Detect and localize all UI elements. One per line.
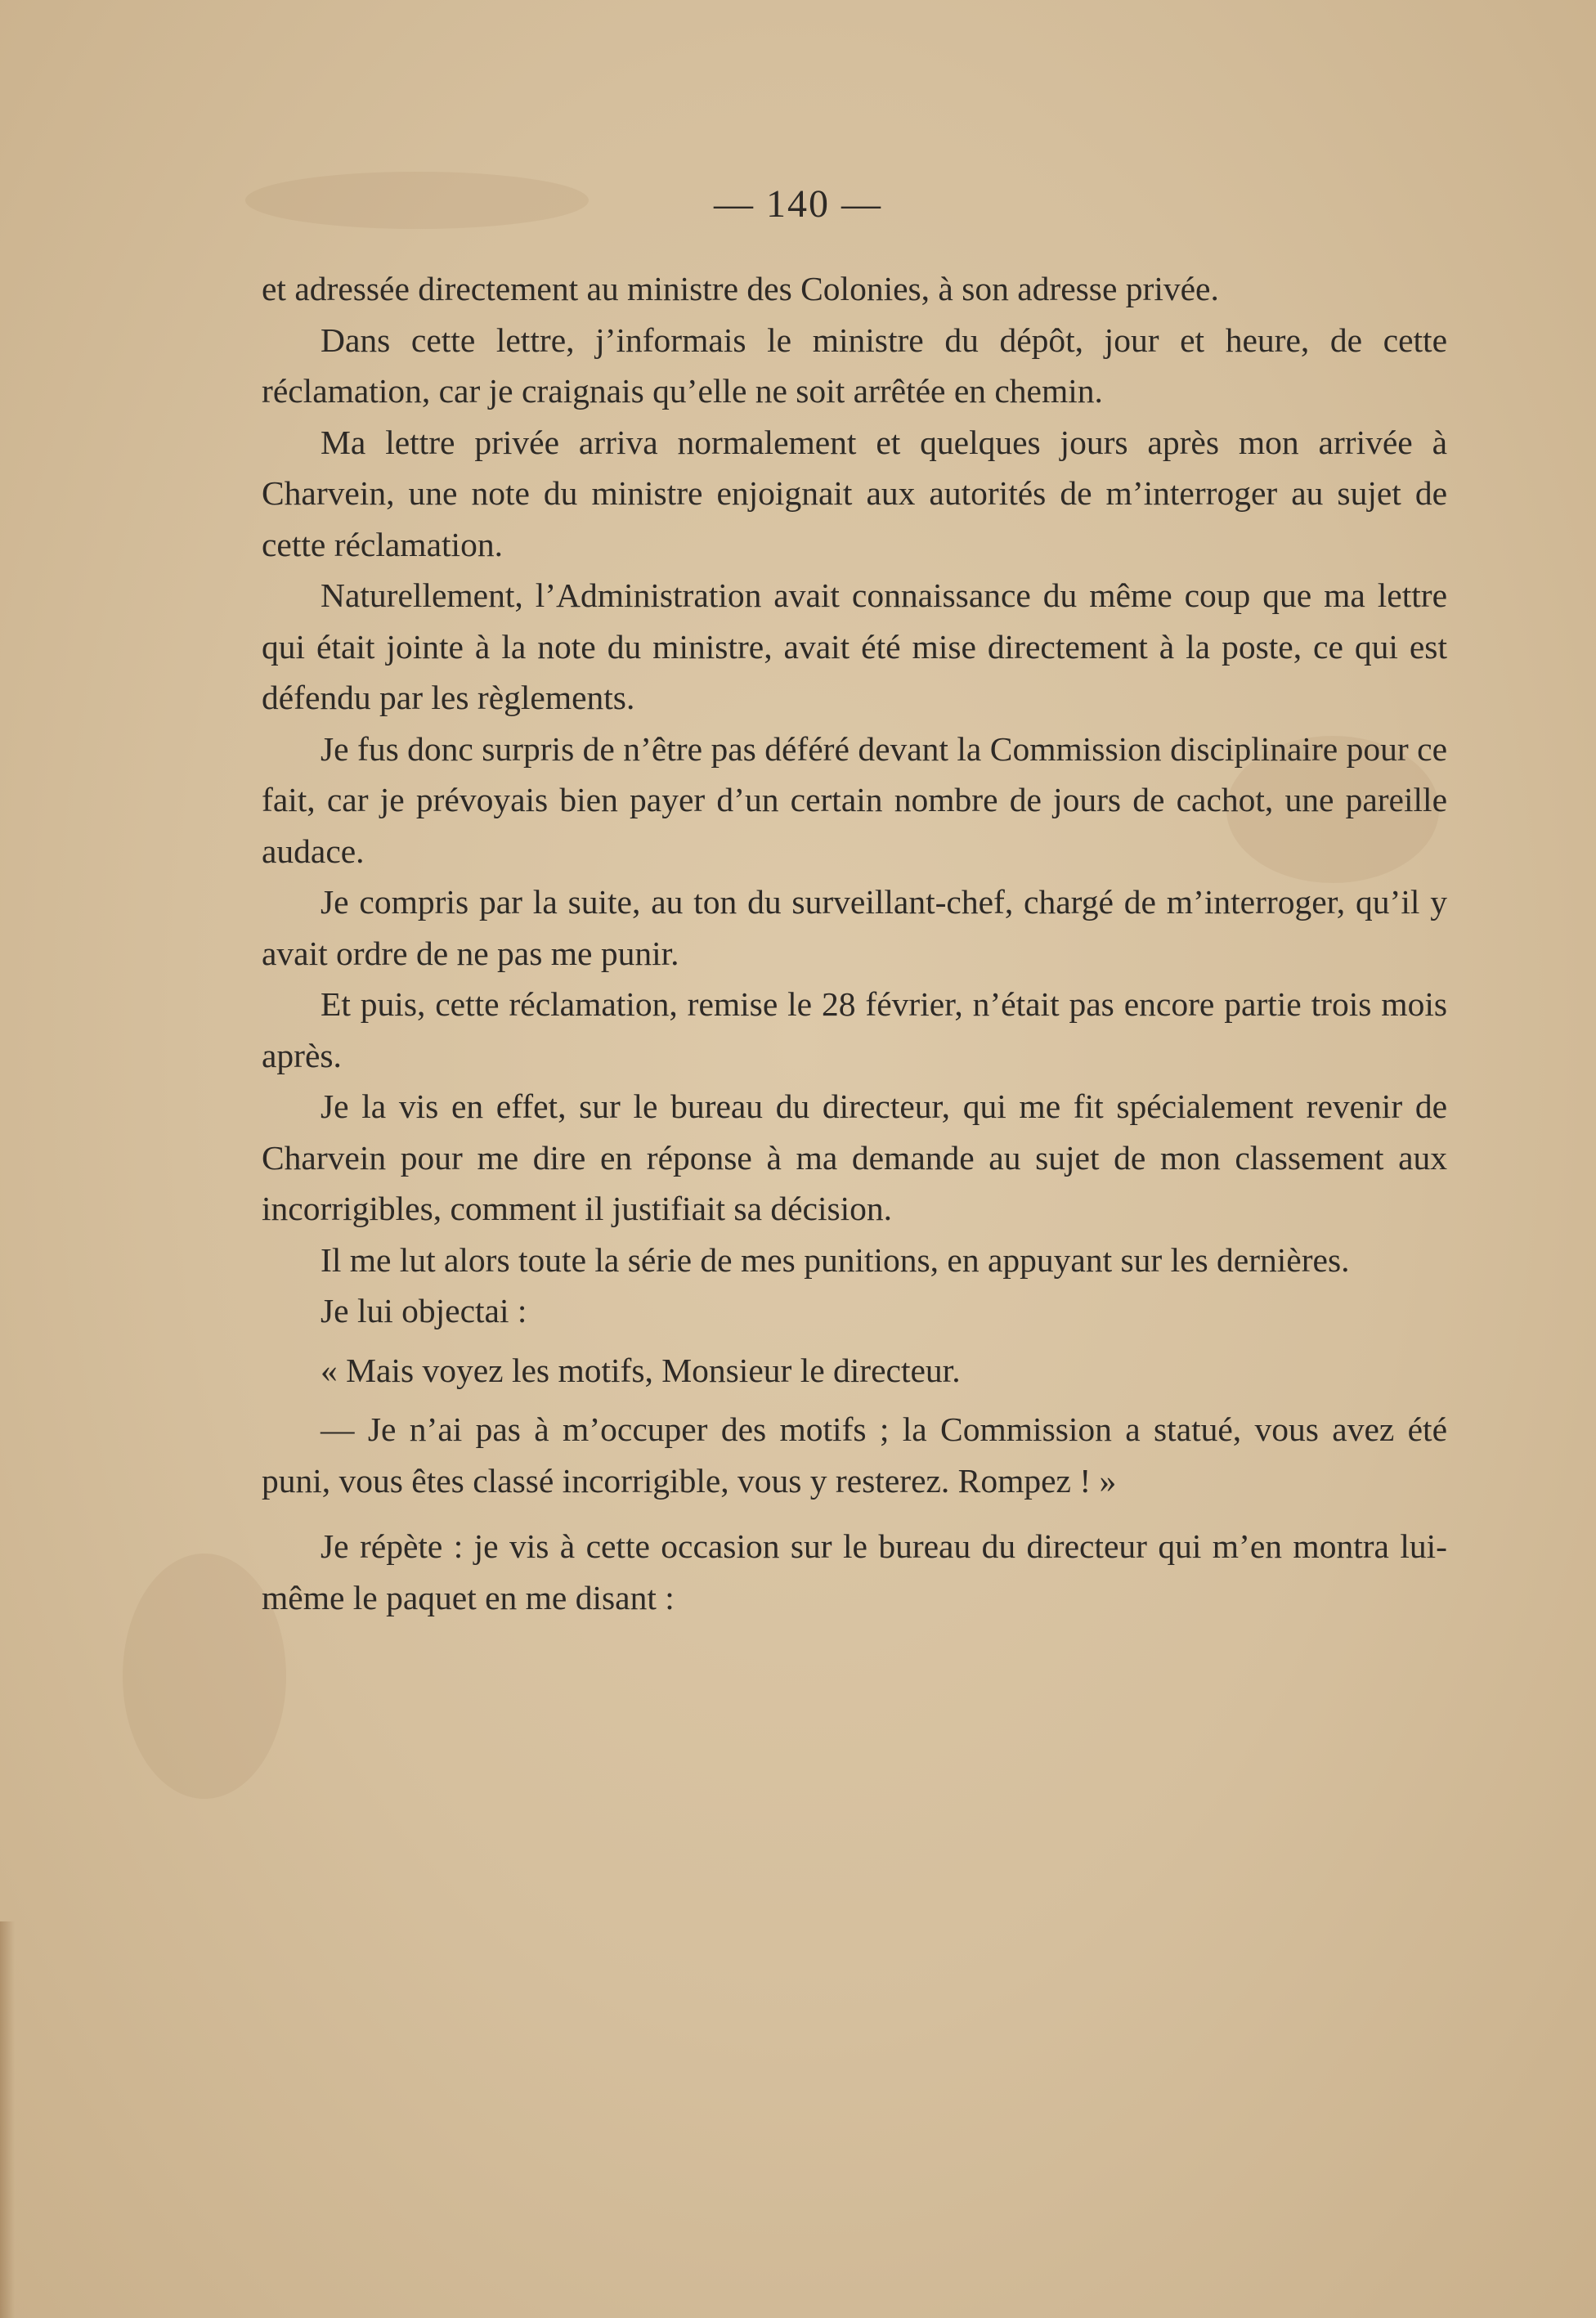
paragraph: Je lui objectai :	[321, 1292, 527, 1329]
dialogue-line: « Mais voyez les motifs, Monsieur le directeur.	[321, 1351, 961, 1389]
paragraph: Je compris par la suite, au ton du surveillant-chef, chargé de m’interroger, qu’il y avait ordre de ne pas me punir.	[262, 883, 1447, 972]
paragraph: Il me lut alors toute la série de mes punitions, en appuyant sur les dernières.	[321, 1240, 1350, 1279]
paragraph: Je la vis en effet, sur le bureau du directeur, qui me fit spécialement revenir de Charvein pour me dire en réponse à ma demande au sujet de mon classement aux incorrigibles, comment il justifiait sa décision.	[262, 1087, 1447, 1227]
dialogue-line: — Je n’ai pas à m’occuper des motifs ; la Commission a statué, vous avez été puni, vous êtes classé incorrigible, vous y resterez. Rompez ! »	[262, 1410, 1447, 1500]
page-number: — 140 —	[714, 182, 882, 226]
paragraph: Et puis, cette réclamation, remise le 28 février, n’était pas encore partie trois mois après.	[262, 985, 1447, 1074]
paragraph: et adressée directement au ministre des Colonies, à son adresse privée.	[262, 270, 1219, 307]
paragraph: Dans cette lettre, j’informais le ministre du dépôt, jour et heure, de cette réclamation, car je craignais qu’elle ne soit arrêtée en chemin.	[262, 321, 1447, 410]
body-text	[262, 263, 1447, 1623]
page-edge-shadow	[0, 1921, 15, 2318]
paragraph: Je répète : je vis à cette occasion sur le bureau du directeur qui m’en montra lui-même le paquet en me disant :	[262, 1527, 1447, 1616]
paragraph: Ma lettre privée arriva normalement et quelques jours après mon arrivée à Charvein, une note du ministre enjoignait aux autorités de m’interroger au sujet de cette réclamation.	[262, 423, 1447, 563]
paragraph: Naturellement, l’Administration avait connaissance du même coup que ma lettre qui était jointe à la note du ministre, avait été mise directement à la poste, ce qui est défendu par les règlements.	[262, 576, 1447, 716]
paragraph: Je fus donc surpris de n’être pas déféré devant la Commission disciplinaire pour ce fait, car je prévoyais bien payer d’un certain nombre de jours de cachot, une pareille audace.	[262, 729, 1447, 870]
